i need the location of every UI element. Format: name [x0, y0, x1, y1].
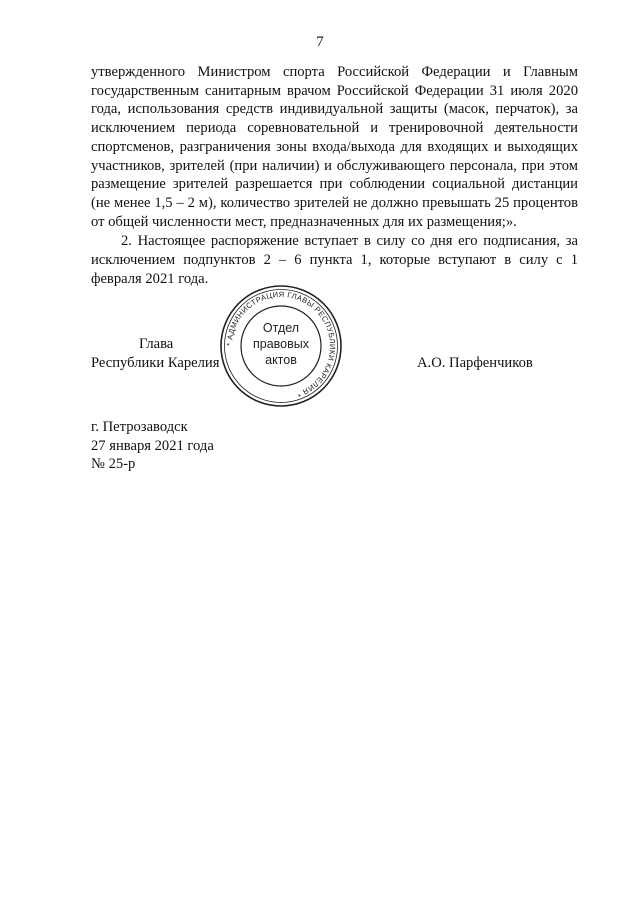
page-number: 7	[316, 34, 324, 50]
footer-city: г. Петрозаводск	[91, 419, 188, 435]
signatory-name: А.О. Парфенчиков	[417, 355, 533, 371]
signature-title-block	[91, 335, 219, 372]
official-stamp	[218, 283, 344, 409]
stamp-line-3: актов	[265, 353, 297, 367]
stamp-line-2: правовых	[253, 337, 309, 351]
paragraph-continuation: утвержденного Министром спорта Российской Федерации и Главным государственным санитарным врачом Российской Федерации 31 июля 2020 года, использования средств индивидуальной защиты (масок, перчаток), за исключением периода соревновательной и тренировочной деятельности спортсменов, разграничения зоны входа/выхода для входящих и выходящих участников, зрителей (при наличии) и обслуживающего персонала, при этом размещение зрителей разрешается при соблюдении социальной дистанции (не менее 1,5 – 2 м), количество зрителей не должно превышать 25 процентов от общей численности мест, предназначенных для их размещения;».	[91, 64, 578, 230]
stamp-line-1: Отдел	[262, 321, 300, 335]
footer-date: 27 января 2021 года	[91, 437, 214, 454]
stamp-ring-text: * АДМИНИСТРАЦИЯ ГЛАВЫ РЕСПУБЛИКИ КАРЕЛИЯ *	[224, 289, 338, 400]
signatory-organization: Республики Карелия	[91, 354, 220, 371]
document-body	[91, 63, 578, 288]
footer-number: № 25-р	[91, 456, 136, 473]
paragraph-effective-date: 2. Настоящее распоряжение вступает в силу со дня его подписания, за исключением подпунктов 2 – 6 пункта 1, которые вступают в силу с 1 февраля 2021 года.	[91, 233, 578, 287]
document-footer	[91, 418, 214, 474]
signatory-role: Глава	[139, 336, 174, 352]
